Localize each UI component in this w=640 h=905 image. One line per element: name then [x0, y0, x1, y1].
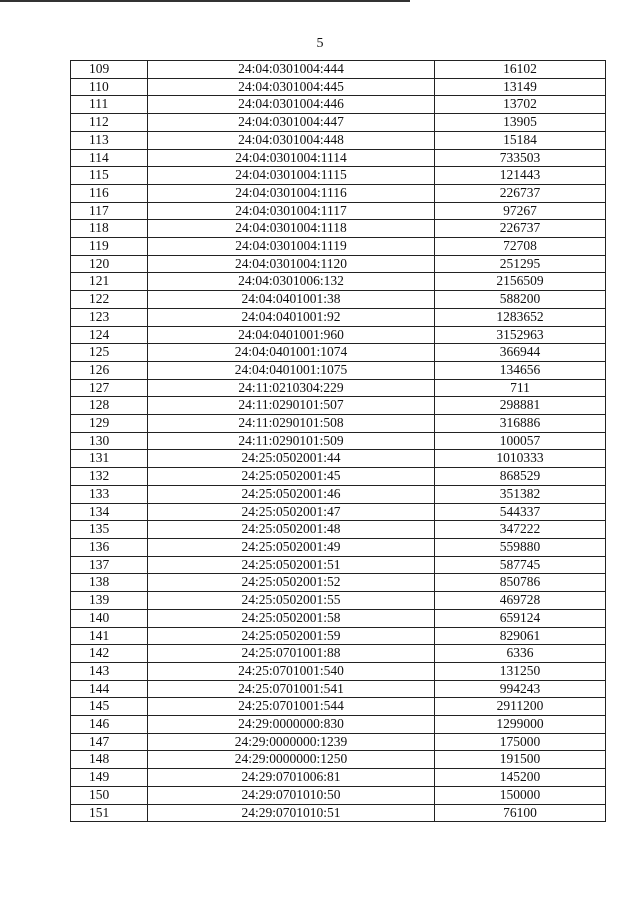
- row-number-cell: 116: [71, 184, 148, 202]
- row-number-cell: 112: [71, 114, 148, 132]
- cadastral-value-cell: 559880: [435, 538, 606, 556]
- table-row: [71, 238, 606, 256]
- cadastral-value-cell: 16102: [435, 61, 606, 79]
- row-number-cell: 110: [71, 78, 148, 96]
- table-row: [71, 574, 606, 592]
- cadastral-number-cell: 24:11:0290101:508: [148, 415, 435, 433]
- cadastral-number-cell: 24:04:0301004:1120: [148, 255, 435, 273]
- row-number-cell: 111: [71, 96, 148, 114]
- cadastral-number-cell: 24:04:0301004:444: [148, 61, 435, 79]
- cadastral-value-cell: 3152963: [435, 326, 606, 344]
- table-row: [71, 344, 606, 362]
- cadastral-value-cell: 1299000: [435, 716, 606, 734]
- cadastral-value-cell: 347222: [435, 521, 606, 539]
- row-number-cell: 127: [71, 379, 148, 397]
- table-row: [71, 609, 606, 627]
- cadastral-number-cell: 24:04:0301004:446: [148, 96, 435, 114]
- table-row: [71, 804, 606, 822]
- cadastral-value-cell: 13702: [435, 96, 606, 114]
- cadastral-number-cell: 24:04:0401001:1074: [148, 344, 435, 362]
- cadastral-number-cell: 24:04:0301004:1114: [148, 149, 435, 167]
- cadastral-number-cell: 24:29:0000000:1250: [148, 751, 435, 769]
- cadastral-number-cell: 24:25:0502001:49: [148, 538, 435, 556]
- cadastral-number-cell: 24:25:0502001:59: [148, 627, 435, 645]
- cadastral-value-cell: 13905: [435, 114, 606, 132]
- cadastral-value-cell: 829061: [435, 627, 606, 645]
- row-number-cell: 151: [71, 804, 148, 822]
- cadastral-value-cell: 366944: [435, 344, 606, 362]
- table-row: [71, 769, 606, 787]
- table-row: [71, 326, 606, 344]
- table-row: [71, 503, 606, 521]
- cadastral-value-cell: 15184: [435, 131, 606, 149]
- cadastral-value-cell: 733503: [435, 149, 606, 167]
- table-row: [71, 592, 606, 610]
- row-number-cell: 126: [71, 361, 148, 379]
- cadastral-value-cell: 134656: [435, 361, 606, 379]
- table-row: [71, 184, 606, 202]
- cadastral-number-cell: 24:25:0502001:44: [148, 450, 435, 468]
- cadastral-value-cell: 850786: [435, 574, 606, 592]
- row-number-cell: 143: [71, 662, 148, 680]
- table-row: [71, 167, 606, 185]
- cadastral-number-cell: 24:25:0502001:55: [148, 592, 435, 610]
- table-row: [71, 78, 606, 96]
- cadastral-value-cell: 72708: [435, 238, 606, 256]
- cadastral-value-cell: 469728: [435, 592, 606, 610]
- row-number-cell: 115: [71, 167, 148, 185]
- row-number-cell: 138: [71, 574, 148, 592]
- cadastral-value-cell: 251295: [435, 255, 606, 273]
- row-number-cell: 132: [71, 468, 148, 486]
- table-row: [71, 468, 606, 486]
- table-row: [71, 662, 606, 680]
- table-row: [71, 556, 606, 574]
- row-number-cell: 149: [71, 769, 148, 787]
- table-row: [71, 114, 606, 132]
- cadastral-number-cell: 24:29:0701006:81: [148, 769, 435, 787]
- cadastral-number-cell: 24:25:0701001:541: [148, 680, 435, 698]
- cadastral-number-cell: 24:11:0210304:229: [148, 379, 435, 397]
- table-row: [71, 521, 606, 539]
- row-number-cell: 118: [71, 220, 148, 238]
- cadastral-value-cell: 316886: [435, 415, 606, 433]
- table-row: [71, 220, 606, 238]
- cadastral-number-cell: 24:29:0701010:51: [148, 804, 435, 822]
- cadastral-value-cell: 588200: [435, 291, 606, 309]
- row-number-cell: 119: [71, 238, 148, 256]
- row-number-cell: 139: [71, 592, 148, 610]
- row-number-cell: 131: [71, 450, 148, 468]
- table-row: [71, 538, 606, 556]
- row-number-cell: 141: [71, 627, 148, 645]
- row-number-cell: 123: [71, 308, 148, 326]
- cadastral-number-cell: 24:11:0290101:507: [148, 397, 435, 415]
- cadastral-value-cell: 150000: [435, 786, 606, 804]
- table-row: [71, 379, 606, 397]
- row-number-cell: 146: [71, 716, 148, 734]
- cadastral-number-cell: 24:25:0502001:51: [148, 556, 435, 574]
- row-number-cell: 113: [71, 131, 148, 149]
- cadastral-number-cell: 24:04:0301006:132: [148, 273, 435, 291]
- table-row: [71, 96, 606, 114]
- cadastral-value-cell: 351382: [435, 485, 606, 503]
- page-number: 5: [316, 36, 324, 51]
- row-number-cell: 124: [71, 326, 148, 344]
- row-number-cell: 120: [71, 255, 148, 273]
- row-number-cell: 148: [71, 751, 148, 769]
- cadastral-number-cell: 24:04:0401001:1075: [148, 361, 435, 379]
- row-number-cell: 150: [71, 786, 148, 804]
- cadastral-value-cell: 145200: [435, 769, 606, 787]
- cadastral-number-cell: 24:04:0301004:1116: [148, 184, 435, 202]
- cadastral-value-cell: 175000: [435, 733, 606, 751]
- cadastral-number-cell: 24:04:0301004:1115: [148, 167, 435, 185]
- row-number-cell: 130: [71, 432, 148, 450]
- row-number-cell: 144: [71, 680, 148, 698]
- table-row: [71, 415, 606, 433]
- cadastral-number-cell: 24:11:0290101:509: [148, 432, 435, 450]
- cadastral-number-cell: 24:04:0401001:92: [148, 308, 435, 326]
- table-row: [71, 291, 606, 309]
- cadastral-value-table: [70, 60, 606, 822]
- cadastral-number-cell: 24:25:0502001:46: [148, 485, 435, 503]
- row-number-cell: 125: [71, 344, 148, 362]
- cadastral-value-cell: 226737: [435, 220, 606, 238]
- table-row: [71, 361, 606, 379]
- row-number-cell: 128: [71, 397, 148, 415]
- table-row: [71, 255, 606, 273]
- cadastral-number-cell: 24:04:0301004:1118: [148, 220, 435, 238]
- table-row: [71, 397, 606, 415]
- cadastral-value-cell: 659124: [435, 609, 606, 627]
- row-number-cell: 145: [71, 698, 148, 716]
- cadastral-value-cell: 76100: [435, 804, 606, 822]
- cadastral-value-cell: 226737: [435, 184, 606, 202]
- table-row: [71, 308, 606, 326]
- row-number-cell: 140: [71, 609, 148, 627]
- cadastral-value-cell: 121443: [435, 167, 606, 185]
- row-number-cell: 134: [71, 503, 148, 521]
- table-row: [71, 485, 606, 503]
- table-row: [71, 131, 606, 149]
- cadastral-value-cell: 587745: [435, 556, 606, 574]
- row-number-cell: 137: [71, 556, 148, 574]
- row-number-cell: 109: [71, 61, 148, 79]
- cadastral-number-cell: 24:29:0000000:830: [148, 716, 435, 734]
- cadastral-number-cell: 24:29:0701010:50: [148, 786, 435, 804]
- table-body: [71, 61, 606, 822]
- cadastral-number-cell: 24:25:0502001:47: [148, 503, 435, 521]
- cadastral-value-cell: 6336: [435, 645, 606, 663]
- cadastral-number-cell: 24:04:0301004:447: [148, 114, 435, 132]
- cadastral-value-cell: 2156509: [435, 273, 606, 291]
- cadastral-number-cell: 24:04:0301004:445: [148, 78, 435, 96]
- row-number-cell: 136: [71, 538, 148, 556]
- row-number-cell: 122: [71, 291, 148, 309]
- table-row: [71, 680, 606, 698]
- row-number-cell: 117: [71, 202, 148, 220]
- cadastral-value-cell: 711: [435, 379, 606, 397]
- table-row: [71, 751, 606, 769]
- table-row: [71, 149, 606, 167]
- cadastral-number-cell: 24:04:0301004:1119: [148, 238, 435, 256]
- row-number-cell: 142: [71, 645, 148, 663]
- row-number-cell: 133: [71, 485, 148, 503]
- table-row: [71, 716, 606, 734]
- row-number-cell: 135: [71, 521, 148, 539]
- cadastral-value-cell: 2911200: [435, 698, 606, 716]
- cadastral-number-cell: 24:04:0301004:1117: [148, 202, 435, 220]
- cadastral-number-cell: 24:04:0301004:448: [148, 131, 435, 149]
- cadastral-value-cell: 100057: [435, 432, 606, 450]
- table-row: [71, 273, 606, 291]
- table-row: [71, 450, 606, 468]
- table-row: [71, 61, 606, 79]
- table-row: [71, 786, 606, 804]
- cadastral-value-cell: 191500: [435, 751, 606, 769]
- cadastral-value-cell: 298881: [435, 397, 606, 415]
- cadastral-number-cell: 24:29:0000000:1239: [148, 733, 435, 751]
- top-rule-line: [0, 0, 410, 2]
- cadastral-number-cell: 24:25:0502001:52: [148, 574, 435, 592]
- cadastral-number-cell: 24:04:0401001:38: [148, 291, 435, 309]
- cadastral-value-cell: 97267: [435, 202, 606, 220]
- table-row: [71, 432, 606, 450]
- table-row: [71, 627, 606, 645]
- cadastral-number-cell: 24:25:0502001:45: [148, 468, 435, 486]
- cadastral-number-cell: 24:25:0502001:58: [148, 609, 435, 627]
- cadastral-number-cell: 24:25:0701001:544: [148, 698, 435, 716]
- cadastral-value-cell: 13149: [435, 78, 606, 96]
- row-number-cell: 129: [71, 415, 148, 433]
- cadastral-number-cell: 24:25:0701001:88: [148, 645, 435, 663]
- row-number-cell: 114: [71, 149, 148, 167]
- cadastral-number-cell: 24:25:0502001:48: [148, 521, 435, 539]
- cadastral-number-cell: 24:04:0401001:960: [148, 326, 435, 344]
- cadastral-value-cell: 994243: [435, 680, 606, 698]
- table-row: [71, 698, 606, 716]
- row-number-cell: 121: [71, 273, 148, 291]
- cadastral-value-cell: 1283652: [435, 308, 606, 326]
- cadastral-value-cell: 1010333: [435, 450, 606, 468]
- cadastral-value-cell: 131250: [435, 662, 606, 680]
- cadastral-value-cell: 544337: [435, 503, 606, 521]
- cadastral-number-cell: 24:25:0701001:540: [148, 662, 435, 680]
- table-row: [71, 202, 606, 220]
- table-row: [71, 733, 606, 751]
- table-row: [71, 645, 606, 663]
- row-number-cell: 147: [71, 733, 148, 751]
- cadastral-value-cell: 868529: [435, 468, 606, 486]
